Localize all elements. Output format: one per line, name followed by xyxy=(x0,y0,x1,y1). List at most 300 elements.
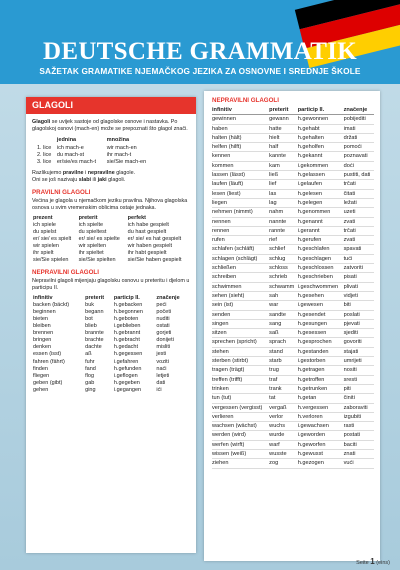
table-row xyxy=(212,217,374,226)
table-cell: h.gesehen xyxy=(298,291,344,300)
table-cell: zvati xyxy=(344,236,374,245)
table-cell: h.gehalten xyxy=(298,133,344,142)
table-cell: 3. lice xyxy=(37,158,52,165)
table-header-cell: značenje xyxy=(344,106,374,115)
table-cell: h.vergessen xyxy=(298,403,344,412)
table-cell: h.gewusst xyxy=(298,449,344,458)
table-cell: denken xyxy=(33,344,52,351)
table-cell: h.gelesen xyxy=(298,189,344,198)
table-cell: imati xyxy=(344,124,374,133)
table-cell: dachte xyxy=(85,344,102,351)
table-header-cell: infinitiv xyxy=(212,106,269,115)
table-row xyxy=(212,189,374,198)
table-cell: treffen (trifft) xyxy=(212,375,269,384)
table-cell: lief xyxy=(269,180,298,189)
table-row xyxy=(32,387,190,394)
table-row xyxy=(212,403,374,412)
table-cell: h.geboten xyxy=(113,315,139,322)
irregular-verbs-text: Nepravilni glagoli mijenjaju glagolsku osnovu u preteritu i djelom u participu II. xyxy=(32,278,190,292)
table-cell: ich spiele xyxy=(33,221,56,228)
table-cell: er/ sie/ es hat gespielt xyxy=(127,235,182,242)
table-cell: sjediti xyxy=(344,329,374,338)
table-cell: du spielst xyxy=(33,228,57,235)
table-cell: piti xyxy=(344,384,374,393)
table-cell: ići xyxy=(156,386,162,393)
table-cell: werfen (wirft) xyxy=(212,440,269,449)
table-cell: h.getroffen xyxy=(298,375,344,384)
table-cell: vergaß xyxy=(269,403,298,412)
table-cell: fand xyxy=(85,365,96,372)
table-cell: traf xyxy=(269,375,298,384)
table-row xyxy=(212,301,374,310)
table-cell: i.gefahren xyxy=(113,358,139,365)
table-cell: bieten xyxy=(33,315,48,322)
table-row xyxy=(212,459,374,468)
table-cell: du spieltest xyxy=(78,228,107,235)
table-cell: znati xyxy=(344,449,374,458)
table-cell: flog xyxy=(85,372,95,379)
table-row xyxy=(212,152,374,161)
table-cell: ging xyxy=(85,386,96,393)
table-cell: trank xyxy=(269,384,298,393)
table-cell: aß xyxy=(85,351,92,358)
table-cell: stand xyxy=(269,347,298,356)
table-row xyxy=(212,338,374,347)
table-cell: tragen (trägt) xyxy=(212,366,269,375)
table-cell: i.gekommen xyxy=(298,161,344,170)
table-cell: trčati xyxy=(344,180,374,189)
table-cell: du mach-st xyxy=(56,151,85,158)
table-cell: pjevati xyxy=(344,319,374,328)
table-row xyxy=(212,310,374,319)
table-row xyxy=(212,161,374,170)
table-cell: verlor xyxy=(269,412,298,421)
left-panel xyxy=(26,97,196,553)
table-cell: hatte xyxy=(269,124,298,133)
table-cell: half xyxy=(269,143,298,152)
table-cell: h.gedacht xyxy=(113,344,139,351)
right-panel xyxy=(204,91,380,561)
table-cell: wir spielen xyxy=(33,242,59,249)
table-cell: kannte xyxy=(269,152,298,161)
table-cell: du hast gespielt xyxy=(127,228,167,235)
table-cell: uzeti xyxy=(344,208,374,217)
table-cell: h.genommen xyxy=(298,208,344,217)
table-cell: h.gewonnen xyxy=(298,115,344,124)
table-row xyxy=(212,291,374,300)
distinguish-bold: slabi xyxy=(78,176,92,183)
table-cell: las xyxy=(269,189,298,198)
table-cell: schwimmen xyxy=(212,282,269,291)
table-header-cell: particip II. xyxy=(113,294,140,301)
table-cell: vidjeti xyxy=(344,291,374,300)
table-cell: rufen xyxy=(212,236,269,245)
table-cell: spavati xyxy=(344,245,374,254)
table-row xyxy=(212,347,374,356)
table-row xyxy=(212,273,374,282)
distinguish-bold: pravilne xyxy=(62,169,84,176)
table-cell: sprach xyxy=(269,338,298,347)
table-cell: helfen (hilft) xyxy=(212,143,269,152)
table-cell: i.geschwommen xyxy=(298,282,344,291)
intro-text xyxy=(32,119,190,133)
table-cell: saß xyxy=(269,329,298,338)
table-cell: pustiti, dati xyxy=(344,171,374,180)
table-cell: begann xyxy=(85,308,104,315)
page-subtitle: SAŽETAK GRAMATIKE NJEMAČKOG JEZIKA ZA OSNOVNE I SREDNJE ŠKOLE xyxy=(39,66,361,76)
table-cell: ließ xyxy=(269,171,298,180)
distinguish-part: ili xyxy=(91,176,98,183)
table-row xyxy=(32,222,190,229)
table-cell: schlafen (schläft) xyxy=(212,245,269,254)
table-cell: h.gerufen xyxy=(298,236,344,245)
table-cell: tat xyxy=(269,394,298,403)
footer-suffix: (eins) xyxy=(376,560,390,566)
table-cell: ich mach-e xyxy=(56,144,84,151)
table-cell: werden (wird) xyxy=(212,431,269,440)
table-cell: wusste xyxy=(269,449,298,458)
table-cell: ich habe gespielt xyxy=(127,221,169,228)
table-row xyxy=(32,380,190,387)
table-row xyxy=(32,257,190,264)
table-header-cell: značenje xyxy=(156,294,180,301)
table-cell: haben xyxy=(212,124,269,133)
table-header-cell: infinitiv xyxy=(33,294,53,301)
table-cell: starb xyxy=(269,357,298,366)
table-cell: gorjeti xyxy=(156,330,172,337)
table-cell: biti xyxy=(344,301,374,310)
table-cell: gewinnen xyxy=(212,115,269,124)
table-row xyxy=(212,412,374,421)
table-cell: i.gelaufen xyxy=(298,180,344,189)
table-cell: tući xyxy=(344,254,374,263)
table-cell: h.geschlagen xyxy=(298,254,344,263)
table-cell: kommen xyxy=(212,161,269,170)
table-cell: baciti xyxy=(344,440,374,449)
table-cell: liegen xyxy=(212,198,269,207)
table-cell: lag xyxy=(269,198,298,207)
table-cell: govoriti xyxy=(344,338,374,347)
table-cell: fahren (fährt) xyxy=(33,358,65,365)
table-cell: ihr habt gespielt xyxy=(127,250,167,257)
table-cell: sprechen (spricht) xyxy=(212,338,269,347)
table-cell: i.gestorben xyxy=(298,357,344,366)
table-cell: h.gestanden xyxy=(298,347,344,356)
table-row xyxy=(32,236,190,243)
footer-label: Seite xyxy=(356,560,369,566)
table-header-cell: jednina xyxy=(56,137,77,144)
table-header-cell: preterit xyxy=(78,214,98,221)
table-cell: nuditi xyxy=(156,315,170,322)
regular-verbs-text: Većina je glagola u njemačkom jeziku pravilna. Njihova glagolska osnova u svim vremenskim oblicima ostaje jednaka. xyxy=(32,198,188,212)
distinguish-part: i xyxy=(83,169,88,176)
table-cell: wir haben gespielt xyxy=(127,242,173,249)
table-header-cell: preterit xyxy=(269,106,298,115)
table-cell: gewann xyxy=(269,115,298,124)
table-cell: h.gesungen xyxy=(298,319,344,328)
table-cell: sie/Sie mach-en xyxy=(106,158,147,165)
table-cell: ihr mach-t xyxy=(106,151,132,158)
table-cell: halten (hält) xyxy=(212,133,269,142)
table-cell: rasti xyxy=(344,422,374,431)
table-cell: er/sie/es mach-t xyxy=(56,158,96,165)
table-cell: fuhr xyxy=(85,358,95,365)
distinguish-part: glagole. xyxy=(114,169,136,176)
table-cell: zatvoriti xyxy=(344,264,374,273)
table-cell: 1. lice xyxy=(37,144,52,151)
table-cell: brennen xyxy=(33,330,54,337)
table-cell: h.gekannt xyxy=(298,152,344,161)
table-cell: wir spielten xyxy=(78,242,107,249)
table-header-cell: perfekt xyxy=(127,214,147,221)
table-row xyxy=(212,208,374,217)
table-cell: nahm xyxy=(269,208,298,217)
table-cell: rannte xyxy=(269,226,298,235)
table-cell: i.gewesen xyxy=(298,301,344,310)
table-cell: h.geschlafen xyxy=(298,245,344,254)
table-cell: poznavati xyxy=(344,152,374,161)
table-header-cell xyxy=(36,137,56,144)
table-cell: singen xyxy=(212,319,269,328)
table-cell: tun (tut) xyxy=(212,394,269,403)
irregular-verbs-heading: NEPRAVILNI GLAGOLI xyxy=(32,269,99,277)
table-row xyxy=(212,264,374,273)
table-cell: poslati xyxy=(344,310,374,319)
table-cell: h.gesendet xyxy=(298,310,344,319)
table-row xyxy=(212,329,374,338)
conjugation-table xyxy=(36,137,156,165)
table-row xyxy=(212,282,374,291)
table-cell: sein (ist) xyxy=(212,301,269,310)
table-cell: h.gegeben xyxy=(113,379,140,386)
table-cell: trčati xyxy=(344,226,374,235)
table-row xyxy=(36,159,156,166)
table-cell: i.gegangen xyxy=(113,386,142,393)
table-cell: i.gerannt xyxy=(298,226,344,235)
table-row xyxy=(32,229,190,236)
table-cell: lesen (liest) xyxy=(212,189,269,198)
table-cell: h.geworfen xyxy=(298,440,344,449)
table-cell: wachsen (wächst) xyxy=(212,422,269,431)
table-cell: izgubiti xyxy=(344,412,374,421)
table-cell: h.gehabt xyxy=(298,124,344,133)
table-cell: schreiben xyxy=(212,273,269,282)
table-cell: h.gesessen xyxy=(298,329,344,338)
table-cell: h.verloren xyxy=(298,412,344,421)
table-row xyxy=(212,124,374,133)
table-row xyxy=(212,133,374,142)
table-cell: war xyxy=(269,301,298,310)
table-cell: plivati xyxy=(344,282,374,291)
table-cell: schließen xyxy=(212,264,269,273)
table-cell: h.getrunken xyxy=(298,384,344,393)
table-row xyxy=(36,152,156,159)
table-cell: sandte xyxy=(269,310,298,319)
table-row xyxy=(212,143,374,152)
table-cell: wurde xyxy=(269,431,298,440)
table-cell: pomoći xyxy=(344,143,374,152)
table-row xyxy=(212,198,374,207)
table-row xyxy=(32,323,190,330)
table-cell: rennen xyxy=(212,226,269,235)
table-cell: čitati xyxy=(344,189,374,198)
table-cell: blieb xyxy=(85,323,97,330)
table-row xyxy=(212,115,374,124)
table-cell: h.geschlossen xyxy=(298,264,344,273)
table-cell: verlieren xyxy=(212,412,269,421)
table-cell: doći xyxy=(344,161,374,170)
table-cell: backen (bäckt) xyxy=(33,301,70,308)
table-cell: naći xyxy=(156,365,167,372)
table-cell: bringen xyxy=(33,337,52,344)
table-cell: ziehen xyxy=(212,459,269,468)
table-row xyxy=(212,366,374,375)
table-cell: sitzen xyxy=(212,329,269,338)
irregular-verbs-table-left xyxy=(32,295,190,394)
table-row xyxy=(212,375,374,384)
table-cell: stajati xyxy=(344,347,374,356)
table-cell: i.geflogen xyxy=(113,372,138,379)
table-header-cell: particip II. xyxy=(298,106,344,115)
table-cell: er/ sie/ es spielt xyxy=(33,235,72,242)
table-row xyxy=(32,359,190,366)
table-header-row xyxy=(32,295,190,302)
table-cell: schlug xyxy=(269,254,298,263)
table-cell: senden xyxy=(212,310,269,319)
table-cell: ležati xyxy=(344,198,374,207)
table-cell: schrieb xyxy=(269,273,298,282)
table-cell: nositi xyxy=(344,366,374,375)
table-row xyxy=(36,145,156,152)
distinguish-bold: nepravilne xyxy=(87,169,115,176)
table-cell: gehen xyxy=(33,386,49,393)
table-row xyxy=(32,330,190,337)
table-cell: schloss xyxy=(269,264,298,273)
table-row xyxy=(32,337,190,344)
table-cell: h.getragen xyxy=(298,366,344,375)
table-cell: nannte xyxy=(269,217,298,226)
table-cell: jesti xyxy=(156,351,167,358)
table-cell: er/ sie/ es spielte xyxy=(78,235,120,242)
distinguish-text xyxy=(32,170,190,184)
intro-bold: Glagoli xyxy=(32,119,51,125)
table-cell: hielt xyxy=(269,133,298,142)
table-row xyxy=(32,351,190,358)
table-header-cell: prezent xyxy=(33,214,53,221)
table-cell: h.gegessen xyxy=(113,351,143,358)
table-cell: vergessen (vergisst) xyxy=(212,403,269,412)
page-number: 1 xyxy=(370,557,375,566)
table-row xyxy=(212,394,374,403)
table-cell: dati xyxy=(156,379,166,386)
table-row xyxy=(212,357,374,366)
table-cell: schlagen (schlägt) xyxy=(212,254,269,263)
table-cell: warf xyxy=(269,440,298,449)
table-cell: gab xyxy=(85,379,95,386)
table-cell: ich spielte xyxy=(78,221,104,228)
table-row xyxy=(32,316,190,323)
distinguish-part: Razlikujemo xyxy=(32,169,63,176)
table-cell: stehen xyxy=(212,347,269,356)
table-cell: h.geholfen xyxy=(298,143,344,152)
regular-verbs-table xyxy=(32,215,190,265)
irregular-verbs-table-right xyxy=(212,106,374,469)
table-cell: kam xyxy=(269,161,298,170)
table-cell: h.geschrieben xyxy=(298,273,344,282)
table-cell: nennen xyxy=(212,217,269,226)
table-cell: vući xyxy=(344,459,374,468)
table-cell: letjeti xyxy=(156,372,170,379)
table-cell: i.geworden xyxy=(298,431,344,440)
table-cell: wir mach-en xyxy=(106,144,137,151)
table-cell: i.gewachsen xyxy=(298,422,344,431)
table-row xyxy=(32,243,190,250)
table-cell: fliegen xyxy=(33,372,50,379)
table-cell: finden xyxy=(33,365,48,372)
table-cell: sie/Sie haben gespielt xyxy=(127,257,182,264)
page-title: DEUTSCHE GRAMMATIK xyxy=(43,38,357,65)
table-cell: činiti xyxy=(344,394,374,403)
table-cell: h.gebrannt xyxy=(113,330,141,337)
table-header-cell: preterit xyxy=(85,294,105,301)
table-row xyxy=(32,373,190,380)
table-row xyxy=(212,180,374,189)
table-cell: bleiben xyxy=(33,323,51,330)
table-row xyxy=(32,366,190,373)
table-cell: laufen (läuft) xyxy=(212,180,269,189)
table-cell: ostati xyxy=(156,323,170,330)
table-row xyxy=(212,319,374,328)
table-cell: sterben (stirbt) xyxy=(212,357,269,366)
table-row xyxy=(212,384,374,393)
table-cell: h.gelegen xyxy=(298,198,344,207)
table-cell: sie/Sie spielten xyxy=(78,257,116,264)
table-cell: sresti xyxy=(344,375,374,384)
table-cell: donijeti xyxy=(156,337,174,344)
table-row xyxy=(212,422,374,431)
table-header-row xyxy=(212,106,374,115)
right-section-heading: NEPRAVILNI GLAGOLI xyxy=(212,97,279,104)
table-header-row xyxy=(36,137,156,144)
table-row xyxy=(212,431,374,440)
table-cell: misliti xyxy=(156,344,171,351)
table-row xyxy=(212,226,374,235)
distinguish-bold: jaki xyxy=(97,176,107,183)
table-cell: wissen (weiß) xyxy=(212,449,269,458)
table-cell: i.geblieben xyxy=(113,323,141,330)
table-cell: lassen (lässt) xyxy=(212,171,269,180)
table-cell: h.gesprochen xyxy=(298,338,344,347)
regular-verbs-heading: PRAVILNI GLAGOLI xyxy=(32,189,91,197)
table-cell: sehen (sieht) xyxy=(212,291,269,300)
table-cell: rief xyxy=(269,236,298,245)
table-row xyxy=(32,302,190,309)
table-cell: zaboraviti xyxy=(344,403,374,412)
table-cell: sang xyxy=(269,319,298,328)
table-row xyxy=(212,171,374,180)
table-cell: postati xyxy=(344,431,374,440)
table-cell: h.getan xyxy=(298,394,344,403)
table-row xyxy=(32,309,190,316)
table-cell: wuchs xyxy=(269,422,298,431)
table-cell: sie/Sie spielen xyxy=(33,257,69,264)
table-cell: trug xyxy=(269,366,298,375)
table-cell: držati xyxy=(344,133,374,142)
table-cell: voziti xyxy=(156,358,169,365)
table-cell: buk xyxy=(85,301,95,308)
table-cell: peći xyxy=(156,301,167,308)
table-cell: 2. lice xyxy=(37,151,52,158)
